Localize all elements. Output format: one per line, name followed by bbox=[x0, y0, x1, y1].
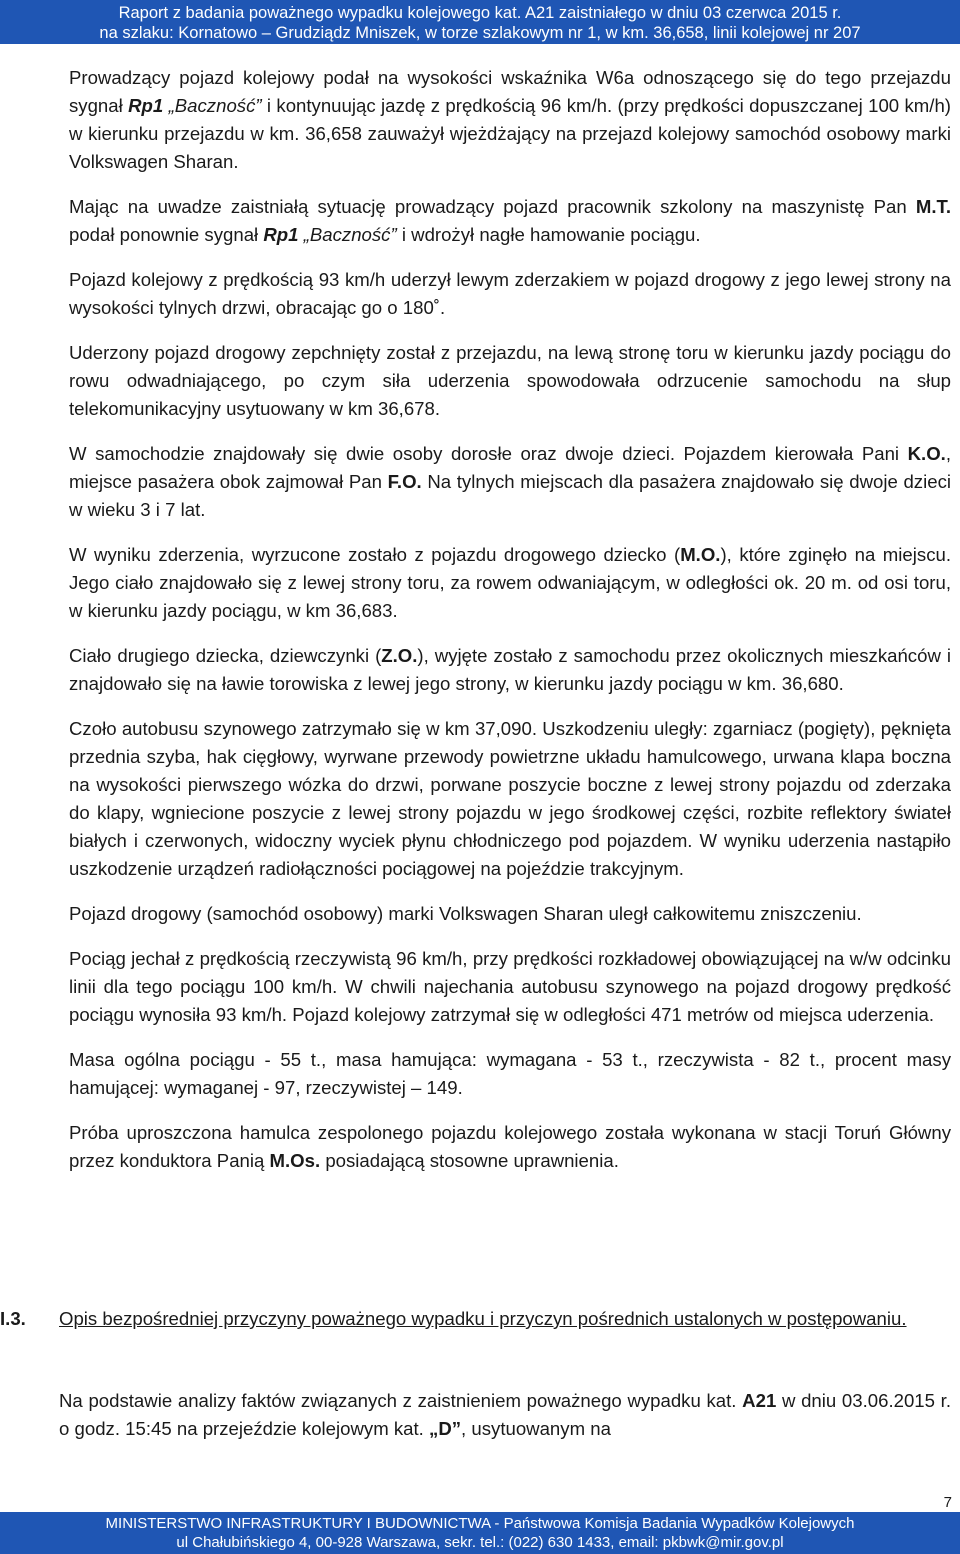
section-heading bbox=[0, 1305, 951, 1333]
page-number: 7 bbox=[943, 1494, 952, 1511]
accident-category: A21 bbox=[742, 1390, 777, 1411]
text: ), które zginęło na miejscu. Jego ciało znajdowało się z lewej strony toru, za rowem odwaniającym, w odległości ok. 20 m. od osi toru, w kierunku jazdy pociągu, w km 36,683. bbox=[69, 544, 951, 621]
text: podał ponownie sygnał bbox=[69, 224, 264, 245]
person-initials: M.O. bbox=[680, 544, 721, 565]
report-body bbox=[69, 64, 951, 1175]
signal-code: Rp1 bbox=[128, 95, 164, 116]
person-initials: Z.O. bbox=[381, 645, 418, 666]
crossing-category: „D” bbox=[429, 1418, 462, 1439]
text: posiadającą stosowne uprawnienia. bbox=[320, 1150, 619, 1171]
paragraph-child-ejected bbox=[69, 541, 951, 625]
paragraph-signal bbox=[69, 64, 951, 176]
paragraph-vehicle-pushed: Uderzony pojazd drogowy zepchnięty został z przejazdu, na lewą stronę toru w kierunku jazdy pociągu do rowu odwadniającego, po czym siła uderzenia spowodowała odrzucenie samochodu na słup telekomunikacyjny usytuowany w km 36,678. bbox=[69, 342, 951, 419]
person-initials: M.T. bbox=[915, 196, 951, 217]
person-initials: K.O. bbox=[907, 443, 946, 464]
signal-code: Rp1 bbox=[263, 224, 299, 245]
text: i kontynuując jazdę z prędkością 96 km/h. (przy prędkości dopuszczanej 100 km/h) w kierunku przejazdu w km. 36,658 zauważył wjeżdżający na przejazd kolejowy samochód osobowy marki Volkswagen Sharan. bbox=[69, 95, 951, 172]
footer-organization: MINISTERSTWO INFRASTRUKTURY I BUDOWNICTWA - Państwowa Komisja Badania Wypadków Kolejowych bbox=[105, 1515, 855, 1532]
header-location-line: na szlaku: Kornatowo – Grudziądz Mniszek, w torze szlakowym nr 1, w km. 36,658, linii kolejowej nr 207 bbox=[99, 24, 861, 42]
paragraph-braking bbox=[69, 193, 951, 249]
report-footer bbox=[0, 1512, 960, 1554]
signal-name: „Baczność” bbox=[163, 95, 262, 116]
person-initials: M.Os. bbox=[269, 1150, 321, 1171]
text: , miejsce pasażera obok zajmował Pan bbox=[69, 443, 951, 492]
text: Mając na uwadze zaistniałą sytuację prowadzący pojazd pracownik szkolony na maszynistę Pan bbox=[69, 196, 916, 217]
footer-address: ul Chałubińskiego 4, 00-928 Warszawa, sekr. tel.: (022) 630 1433, email: pkbwk@mir.gov.pl bbox=[176, 1534, 784, 1551]
paragraph-impact: Pojazd kolejowy z prędkością 93 km/h uderzył lewym zderzakiem w pojazd drogowy z jego lewej strony na wysokości tylnych drzwi, obracając go o 180˚. bbox=[69, 269, 951, 318]
text: W wyniku zderzenia, wyrzucone zostało z pojazdu drogowego dziecko ( bbox=[69, 544, 681, 565]
signal-name: „Baczność” bbox=[298, 224, 397, 245]
text: Na podstawie analizy faktów związanych z zaistnieniem poważnego wypadku kat. bbox=[59, 1390, 743, 1411]
text: ), wyjęte zostało z samochodu przez okolicznych mieszkańców i znajdowało się na ławie torowiska z lewej jego strony, w kierunku jazdy pociągu w km. 36,680. bbox=[69, 645, 951, 694]
header-title-line: Raport z badania poważnego wypadku kolejowego kat. A21 zaistniałego w dniu 03 czerwca 2015 r. bbox=[118, 4, 842, 22]
text: w dniu 03.06.2015 r. o godz. 15:45 na przejeździe kolejowym kat. bbox=[59, 1390, 952, 1439]
section-number: I.3. bbox=[0, 1308, 26, 1329]
paragraph-occupants bbox=[69, 440, 951, 524]
text: Ciało drugiego dziecka, dziewczynki ( bbox=[69, 645, 382, 666]
paragraph-car-destroyed: Pojazd drogowy (samochód osobowy) marki Volkswagen Sharan uległ całkowitemu zniszczeniu. bbox=[69, 903, 862, 924]
text: Na tylnych miejscach dla pasażera znajdowało się dwoje dzieci w wieku 3 i 7 lat. bbox=[69, 471, 951, 520]
person-initials: F.O. bbox=[387, 471, 422, 492]
report-header bbox=[0, 0, 960, 44]
paragraph-speed: Pociąg jechał z prędkością rzeczywistą 96 km/h, przy prędkości rozkładowej obowiązującej na w/w odcinku linii dla tego pociągu 100 km/h. W chwili najechania autobusu szynowego na pojazd drogowy prędkość pociągu wynosiła 93 km/h. Pojazd kolejowy zatrzymał się w odległości 471 metrów od miejsca uderzenia. bbox=[69, 948, 951, 1025]
paragraph-mass: Masa ogólna pociągu - 55 t., masa hamująca: wymagana - 53 t., rzeczywista - 82 t., procent masy hamującej: wymaganej - 97, rzeczywistej – 149. bbox=[69, 1049, 951, 1098]
text: W samochodzie znajdowały się dwie osoby dorosłe oraz dwoje dzieci. Pojazdem kierowała Pani bbox=[69, 443, 908, 464]
section-body bbox=[59, 1387, 951, 1443]
paragraph-brake-test bbox=[69, 1119, 951, 1175]
text: Próba uproszczona hamulca zespolonego pojazdu kolejowego została wykonana w stacji Toruń Główny przez konduktora Panią bbox=[69, 1122, 951, 1171]
text: Prowadzący pojazd kolejowy podał na wysokości wskaźnika W6a odnoszącego się do tego przejazdu sygnał bbox=[69, 67, 951, 116]
text: , usytuowanym na bbox=[461, 1418, 611, 1439]
paragraph-second-child bbox=[69, 642, 951, 698]
text: i wdrożył nagłe hamowanie pociągu. bbox=[396, 224, 701, 245]
paragraph-damage: Czoło autobusu szynowego zatrzymało się w km 37,090. Uszkodzeniu uległy: zgarniacz (pogięty), pęknięta przednia szyba, hak cięgłowy, wyrwane przewody powietrzne układu hamulcowego, urwana klapa boczna na wysokości pierwszego wózka do drzwi, porwane poszycie boczne z lewej strony pojazdu od zderzaka do klapy, wgniecione poszycie z lewej strony pojazdu w jego środkowej części, rozbite reflektory świateł białych i czerwonych, widoczny wyciek płynu chłodniczego pod pojazdem. W wyniku uderzenia nastąpiło uszkodzenie urządzeń radiołączności pociągowej na pojeździe trakcyjnym. bbox=[69, 718, 951, 879]
section-title: Opis bezpośredniej przyczyny poważnego wypadku i przyczyn pośrednich ustalonych w postępowaniu. bbox=[59, 1308, 907, 1329]
